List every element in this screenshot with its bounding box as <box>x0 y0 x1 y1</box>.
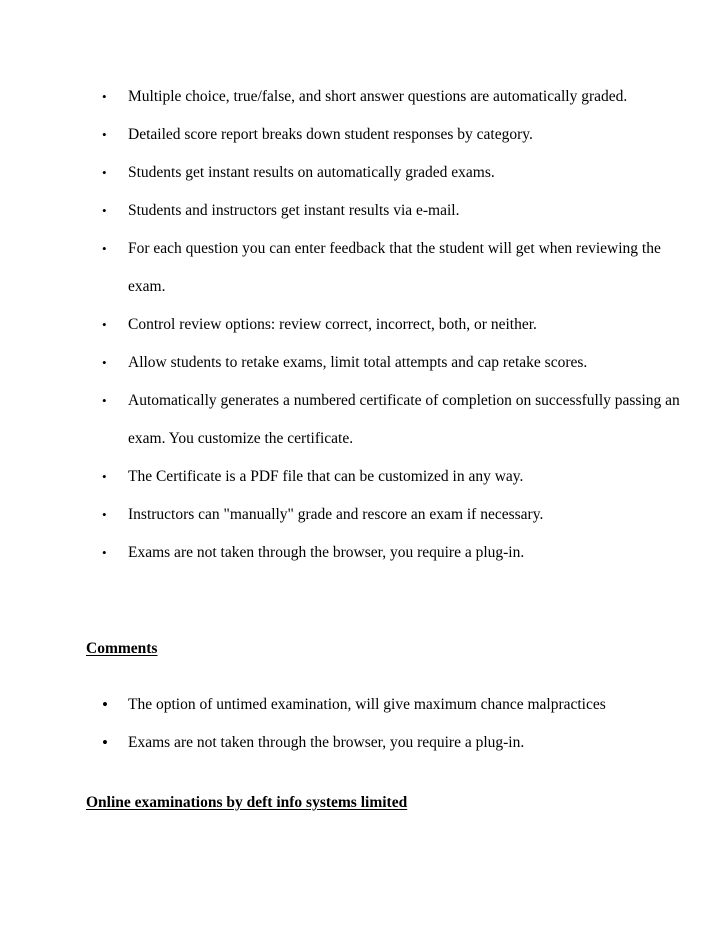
list-item-text: Exams are not taken through the browser, you require a plug-in. <box>128 544 525 561</box>
list-item-text: Students and instructors get instant results via e-mail. <box>128 202 460 219</box>
list-item <box>0 154 728 192</box>
list-item-text: Control review options: review correct, incorrect, both, or neither. <box>128 316 537 333</box>
bullet-icon: • <box>102 241 107 256</box>
list-item-text: The option of untimed examination, will give maximum chance malpractices <box>128 696 606 713</box>
bullet-icon: • <box>102 89 107 104</box>
list-item-text: Automatically generates a numbered certificate of completion on successfully passing an exam. You customize the certificate. <box>128 392 680 447</box>
bullet-icon: • <box>102 203 107 218</box>
list-item-text: Allow students to retake exams, limit total attempts and cap retake scores. <box>128 354 588 371</box>
bullet-icon: • <box>102 127 107 142</box>
list-item <box>0 230 728 306</box>
list-item <box>0 116 728 154</box>
list-item <box>0 686 728 724</box>
comments-heading: Comments <box>86 640 158 657</box>
bullet-icon: • <box>102 695 108 714</box>
list-item <box>0 382 728 458</box>
features-list <box>0 78 728 572</box>
bullet-icon: • <box>102 469 107 484</box>
list-item <box>0 192 728 230</box>
bullet-icon: • <box>102 545 107 560</box>
list-item <box>0 306 728 344</box>
list-item <box>0 344 728 382</box>
bullet-icon: • <box>102 507 107 522</box>
list-item <box>0 534 728 572</box>
bullet-icon: • <box>102 317 107 332</box>
list-item-text: Students get instant results on automatically graded exams. <box>128 164 495 181</box>
list-item-text: Multiple choice, true/false, and short answer questions are automatically graded. <box>128 88 628 105</box>
bullet-icon: • <box>102 733 108 752</box>
bullet-icon: • <box>102 165 107 180</box>
list-item-text: For each question you can enter feedback that the student will get when reviewing the exam. <box>128 240 661 295</box>
list-item-text: Exams are not taken through the browser, you require a plug-in. <box>128 734 525 751</box>
list-item-text: Detailed score report breaks down student responses by category. <box>128 126 533 143</box>
comments-list <box>0 686 728 762</box>
list-item-text: The Certificate is a PDF file that can be customized in any way. <box>128 468 524 485</box>
list-item <box>0 496 728 534</box>
list-item-text: Instructors can "manually" grade and rescore an exam if necessary. <box>128 506 544 523</box>
list-item <box>0 724 728 762</box>
section-heading: Online examinations by deft info systems limited <box>86 794 408 811</box>
list-item <box>0 458 728 496</box>
bullet-icon: • <box>102 355 107 370</box>
list-item <box>0 78 728 116</box>
bullet-icon: • <box>102 393 107 408</box>
